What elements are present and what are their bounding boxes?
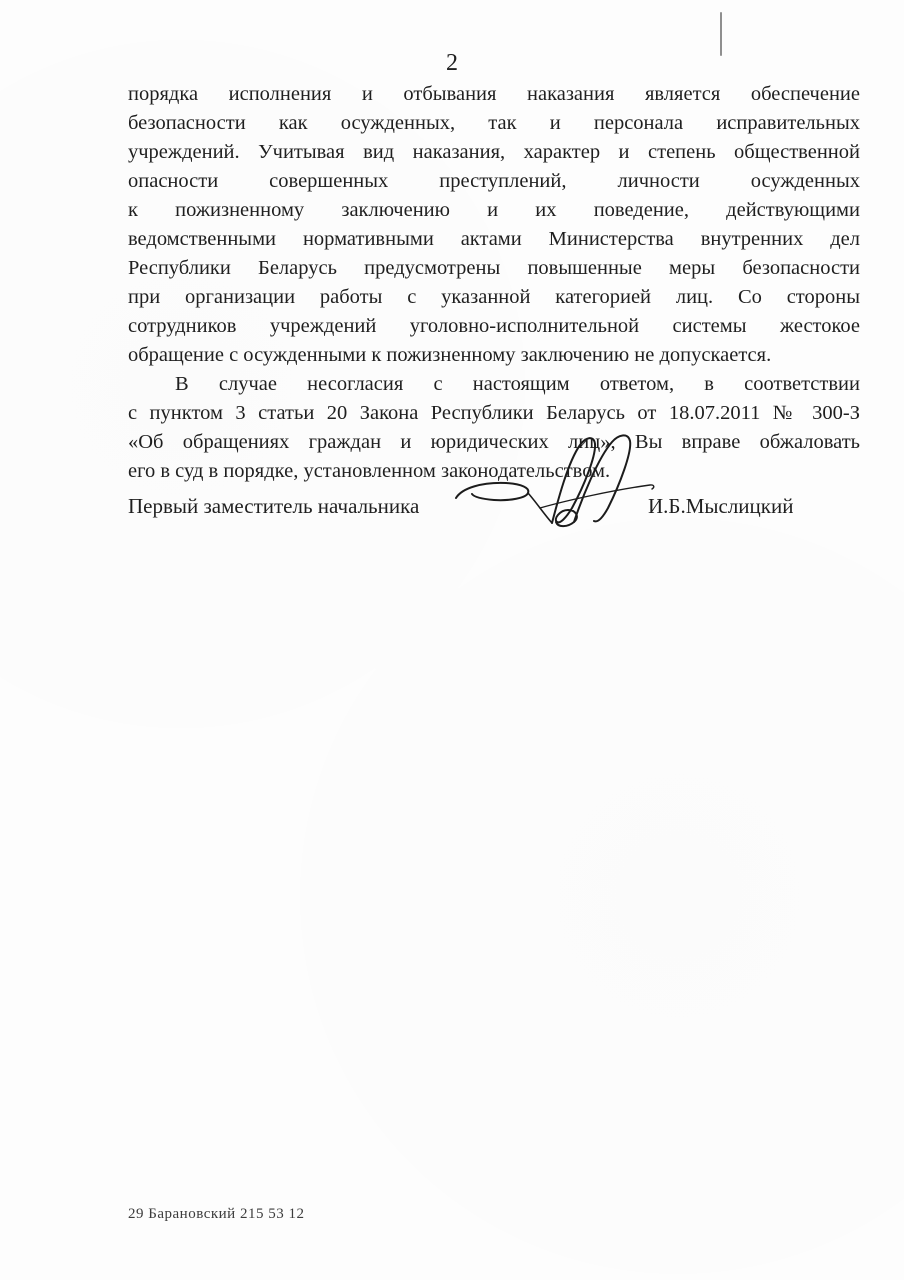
text-line: с пунктом 3 статьи 20 Закона Республики Беларусь от 18.07.2011 № 300-З	[128, 402, 860, 424]
text-line: порядка исполнения и отбывания наказания является обеспечение	[128, 83, 860, 105]
executor-footer: 29 Барановский 215 53 12	[128, 1206, 305, 1222]
signature-row	[128, 478, 860, 538]
text-line: безопасности как осужденных, так и персонала исправительных	[128, 112, 860, 134]
signer-name: И.Б.Мыслицкий	[648, 494, 794, 518]
text-line: его в суд в порядке, установленном законодательством.	[128, 460, 611, 482]
text-line: сотрудников учреждений уголовно-исполнительной системы жестокое	[128, 315, 860, 337]
text-line: учреждений. Учитывая вид наказания, характер и степень общественной	[128, 141, 860, 163]
text-line: Республики Беларусь предусмотрены повышенные меры безопасности	[128, 257, 860, 279]
text-line: ведомственными нормативными актами Министерства внутренних дел	[128, 228, 860, 250]
signer-position: Первый заместитель начальника	[128, 494, 420, 518]
text-line: опасности совершенных преступлений, личности осужденных	[128, 170, 860, 192]
letter-body	[128, 80, 860, 486]
text-line: к пожизненному заключению и их поведение, действующими	[128, 199, 860, 221]
text-line: при организации работы с указанной категорией лиц. Со стороны	[128, 286, 860, 308]
text-line: «Об обращениях граждан и юридических лиц», Вы вправе обжаловать	[128, 431, 860, 453]
paragraph	[128, 80, 860, 370]
page-number: 2	[446, 50, 458, 76]
text-line: обращение с осужденными к пожизненному заключению не допускается.	[128, 344, 772, 366]
text-line: В случае несогласия с настоящим ответом, в соответствии	[175, 373, 860, 395]
